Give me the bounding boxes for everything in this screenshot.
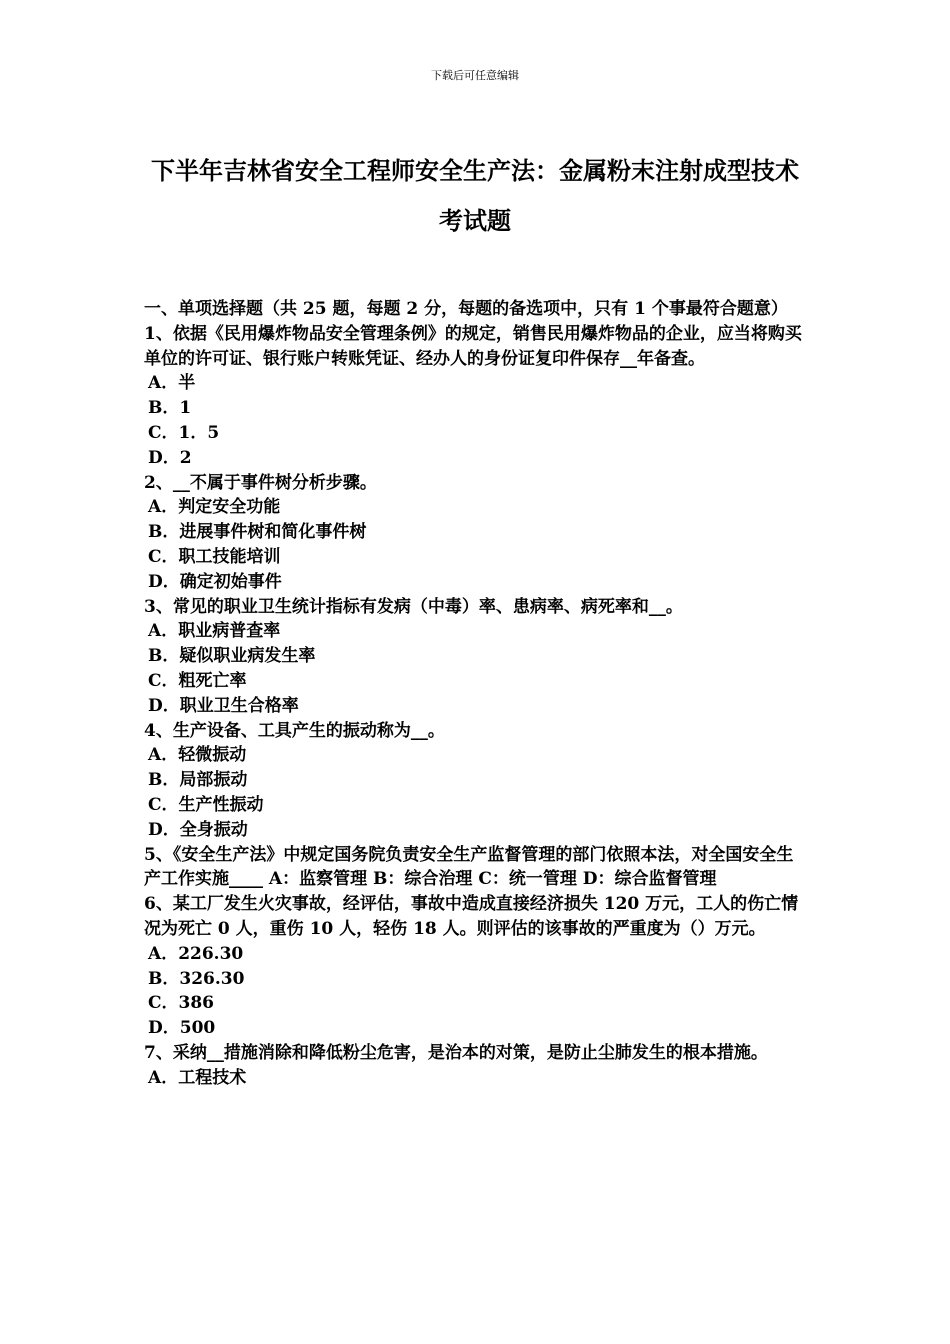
question-option: D．全身振动: [148, 819, 248, 840]
document-body: [144, 297, 808, 1091]
question-option: B．疑似职业病发生率: [148, 646, 316, 667]
document-title: 下半年吉林省安全工程师安全生产法：金属粉末注射成型技术考试题: [151, 156, 799, 235]
question-option: A．半: [148, 373, 196, 394]
section-heading: 一、单项选择题（共 25 题，每题 2 分，每题的备选项中，只有 1 个事最符合题意）: [144, 299, 788, 319]
question-stem: 5、《安全生产法》中规定国务院负责安全生产监督管理的部门依照本法，对全国安全生产工作实施____ A：监察管理 B：综合治理 C：统一管理 D：综合监督管理: [144, 844, 794, 890]
question-option: C．生产性振动: [148, 794, 264, 815]
question-option: B．进展事件树和简化事件树: [148, 522, 367, 543]
question-option: B．1: [148, 398, 192, 419]
question-option: A．职业病普查率: [148, 621, 281, 642]
question-1: [144, 322, 808, 471]
question-6: [144, 892, 808, 1041]
question-stem: 3、常见的职业卫生统计指标有发病（中毒）率、患病率、病死率和__。: [144, 596, 683, 617]
question-option: B．局部振动: [148, 770, 248, 791]
question-option: C．粗死亡率: [148, 670, 247, 691]
question-3: [144, 595, 808, 719]
question-option: A．判定安全功能: [148, 497, 281, 518]
question-stem: 4、生产设备、工具产生的振动称为__。: [144, 720, 445, 741]
question-stem: 2、__不属于事件树分析步骤。: [144, 472, 377, 493]
question-stem: 1、依据《民用爆炸物品安全管理条例》的规定，销售民用爆炸物品的企业，应当将购买单位的许可证、银行账户转账凭证、经办人的身份证复印件保存__年备查。: [144, 323, 802, 369]
question-option: D．500: [148, 1018, 216, 1039]
question-7: [144, 1041, 808, 1091]
question-5: [144, 843, 808, 893]
question-option: B．326.30: [148, 968, 245, 989]
question-stem: 7、采纳__措施消除和降低粉尘危害，是治本的对策，是防止尘肺发生的根本措施。: [144, 1042, 768, 1063]
question-option: D．确定初始事件: [148, 571, 282, 592]
question-4: [144, 719, 808, 843]
question-stem: 6、某工厂发生火灾事故，经评估，事故中造成直接经济损失 120 万元，工人的伤亡情况为死亡 0 人，重伤 10 人，轻伤 18 人。则评估的该事故的严重度为（）万元。: [144, 894, 799, 939]
header-note: 下载后可任意编辑: [431, 69, 519, 82]
question-option: A．工程技术: [148, 1067, 247, 1088]
question-option: A．轻微振动: [148, 745, 247, 766]
question-option: C．职工技能培训: [148, 546, 281, 567]
question-option: C．1．5: [148, 422, 220, 443]
question-option: C．386: [148, 993, 215, 1014]
question-option: D．2: [148, 447, 192, 468]
question-option: D．职业卫生合格率: [148, 695, 299, 716]
question-option: A．226.30: [148, 943, 244, 964]
question-2: [144, 471, 808, 595]
